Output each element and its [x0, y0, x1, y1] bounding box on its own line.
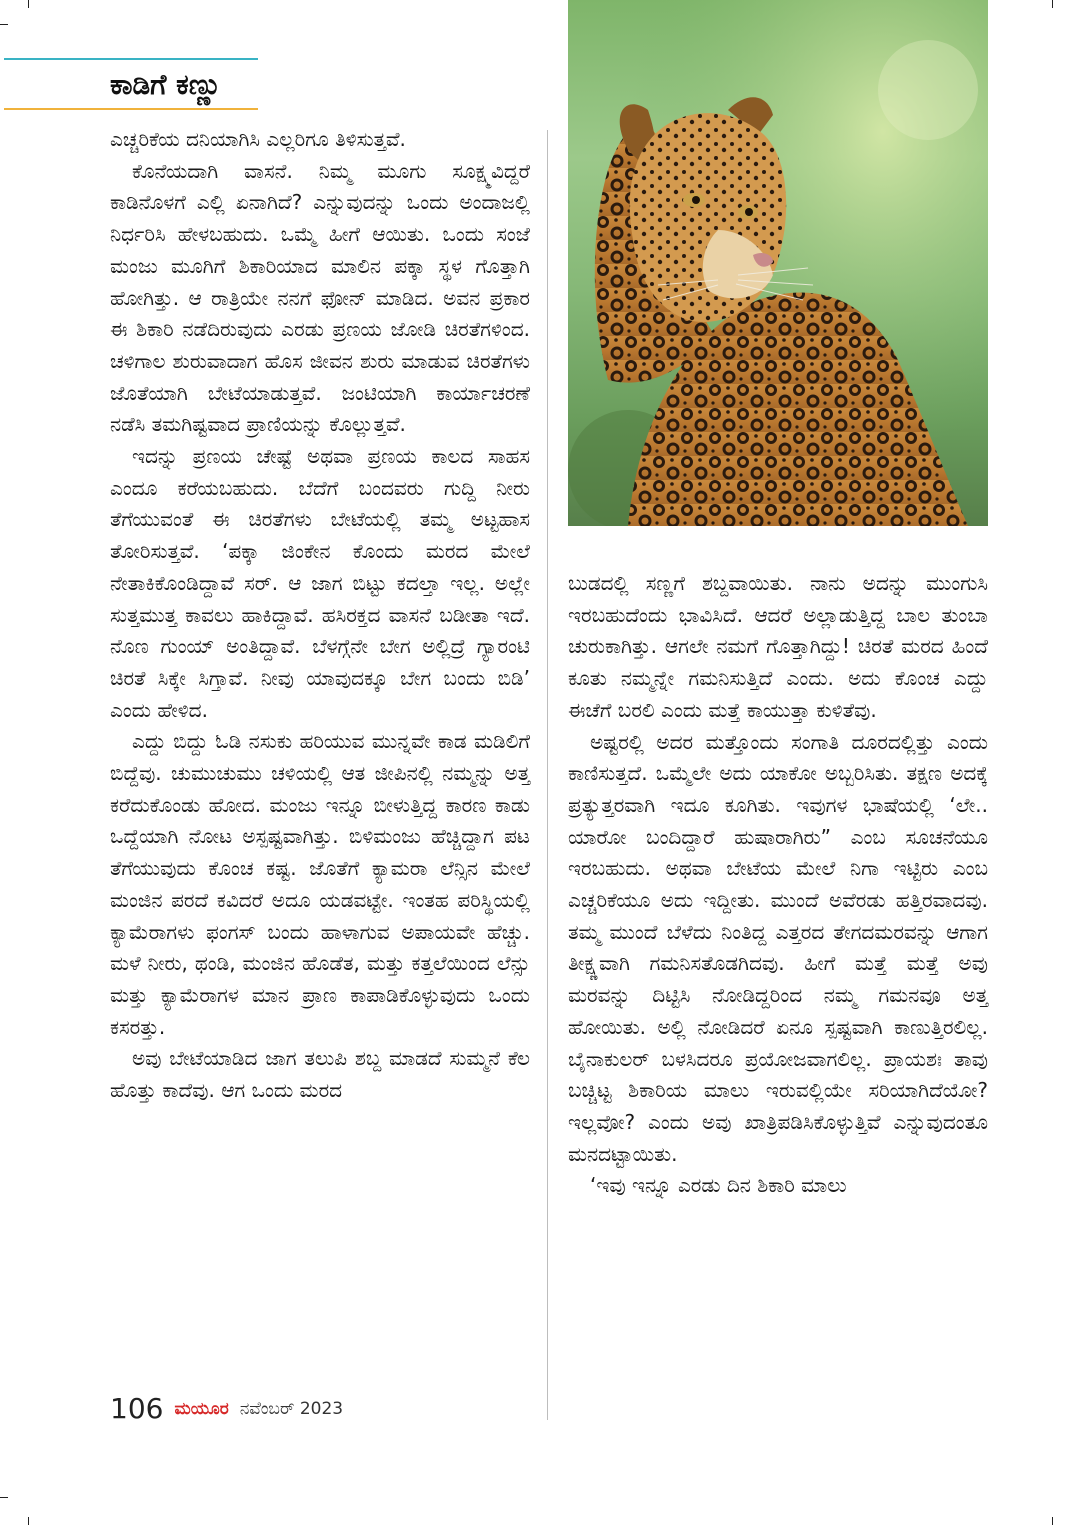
paragraph: ‘ಇವು ಇನ್ನೂ ಎರಡು ದಿನ ಶಿಕಾರಿ ಮಾಲು [590, 1173, 847, 1198]
crop-mark [0, 24, 8, 25]
crop-mark [28, 0, 29, 8]
paragraph: ಅಷ್ಟರಲ್ಲಿ ಅದರ ಮತ್ತೊಂದು ಸಂಗಾತಿ ದೂರದಲ್ಲಿತ್ತು ಎಂದು ಕಾಣಿಸುತ್ತದೆ. ಒಮ್ಮೆಲೇ ಅದು ಯಾಕೋ ಅಬ್ಬರಿಸಿತು. ತಕ್ಷಣ ಅದಕ್ಕೆ ಪ್ರತ್ಯುತ್ತರವಾಗಿ ಇದೂ ಕೂಗಿತು. ಇವುಗಳ ಭಾಷೆಯಲ್ಲಿ ‘ಲೇ.. ಯಾರೋ ಬಂದಿದ್ದಾರೆ ಹುಷಾರಾಗಿರು” ಎಂಬ ಸೂಚನೆಯೂ ಇರಬಹುದು. ಅಥವಾ ಬೇಟೆಯ ಮೇಲೆ ನಿಗಾ ಇಟ್ಟಿರು ಎಂಬ ಎಚ್ಚರಿಕೆಯೂ ಅದು ಇದ್ದೀತು. ಮುಂದೆ ಅವೆರಡು ಹತ್ತಿರವಾದವು. ತಮ್ಮ ಮುಂದೆ ಬೆಳೆದು ನಿಂತಿದ್ದ ಎತ್ತರದ ತೇಗದಮರವನ್ನು ಆಗಾಗ ತೀಕ್ಷ್ಣವಾಗಿ ಗಮನಿಸತೊಡಗಿದವು. ಹೀಗೆ ಮತ್ತೆ ಮತ್ತೆ ಅವು ಮರವನ್ನು ದಿಟ್ಟಿಸಿ ನೋಡಿದ್ದರಿಂದ ನಮ್ಮ ಗಮನವೂ ಅತ್ತ ಹೋಯಿತು. ಅಲ್ಲಿ ನೋಡಿದರೆ ಏನೂ ಸ್ಪಷ್ಟವಾಗಿ ಕಾಣುತ್ತಿರಲಿಲ್ಲ. ಬೈನಾಕುಲರ್ ಬಳಸಿದರೂ ಪ್ರಯೋಜವಾಗಲಿಲ್ಲ. ಪ್ರಾಯಶಃ ತಾವು ಬಚ್ಚಿಟ್ಟ ಶಿಕಾರಿಯ ಮಾಲು ಇರುವಲ್ಲಿಯೇ ಸರಿಯಾಗಿದೆಯೋ? ಇಲ್ಲವೋ? ಎಂದು ಅವು ಖಾತ್ರಿಪಡಿಸಿಕೊಳ್ಳುತ್ತಿವೆ ಎನ್ನುವುದಂತೂ ಮನದಟ್ಟಾಯಿತು. [568, 729, 988, 1166]
header-rule-bottom [4, 108, 258, 110]
paragraph: ಅವು ಬೇಟೆಯಾಡಿದ ಜಾಗ ತಲುಪಿ ಶಬ್ದ ಮಾಡದೆ ಸುಮ್ಮನೆ ಕೆಲ ಹೊತ್ತು ಕಾದೆವು. ಆಗ ಒಂದು ಮರದ [110, 1046, 530, 1103]
crop-mark [28, 1517, 29, 1525]
article-column-right [568, 568, 988, 1202]
crop-mark [1052, 0, 1053, 8]
issue-date: ನವೆಂಬರ್ 2023 [239, 1398, 344, 1419]
page-number: 106 [110, 1392, 164, 1425]
page-footer [110, 1392, 343, 1432]
leopard-illustration [568, 0, 988, 526]
magazine-name: ಮಯೂರ [174, 1398, 229, 1419]
header-rule-top [4, 58, 258, 60]
section-title: ಕಾಡಿಗೆ ಕಣ್ಣು [110, 68, 222, 101]
paragraph: ಬುಡದಲ್ಲಿ ಸಣ್ಣಗೆ ಶಬ್ದವಾಯಿತು. ನಾನು ಅದನ್ನು ಮುಂಗುಸಿ ಇರಬಹುದೆಂದು ಭಾವಿಸಿದೆ. ಆದರೆ ಅಲ್ಲಾಡುತ್ತಿದ್ದ ಬಾಲ ತುಂಬಾ ಚುರುಕಾಗಿತ್ತು. ಆಗಲೇ ನಮಗೆ ಗೊತ್ತಾಗಿದ್ದು! ಚಿರತೆ ಮರದ ಹಿಂದೆ ಕೂತು ನಮ್ಮನ್ನೇ ಗಮನಿಸುತ್ತಿದೆ ಎಂದು. ಅದು ಕೊಂಚ ಎದ್ದು ಈಚೆಗೆ ಬರಲಿ ಎಂದು ಮತ್ತೆ ಕಾಯುತ್ತಾ ಕುಳಿತೆವು. [568, 571, 988, 722]
leopard-photo [568, 0, 988, 526]
paragraph: ಎಚ್ಚರಿಕೆಯ ದನಿಯಾಗಿಸಿ ಎಲ್ಲರಿಗೂ ತಿಳಿಸುತ್ತವೆ. [110, 127, 406, 151]
crop-mark [1052, 1517, 1053, 1525]
paragraph: ಇದನ್ನು ಪ್ರಣಯ ಚೇಷ್ಟೆ ಅಥವಾ ಪ್ರಣಯ ಕಾಲದ ಸಾಹಸ ಎಂದೂ ಕರೆಯಬಹುದು. ಬೆದೆಗೆ ಬಂದವರು ಗುದ್ದಿ ನೀರು ತೆಗೆಯುವಂತೆ ಈ ಚಿರತೆಗಳು ಬೇಟೆಯಲ್ಲಿ ತಮ್ಮ ಅಟ್ಟಹಾಸ ತೋರಿಸುತ್ತವೆ. ‘ಪಕ್ಕಾ ಜಿಂಕೇನ ಕೊಂದು ಮರದ ಮೇಲೆ ನೇತಾಕಿಕೊಂಡಿದ್ದಾವೆ ಸರ್. ಆ ಜಾಗ ಬಿಟ್ಟು ಕದಲ್ತಾ ಇಲ್ಲ. ಅಲ್ಲೇ ಸುತ್ತಮುತ್ತ ಕಾವಲು ಹಾಕಿದ್ದಾವೆ. ಹಸಿರಕ್ತದ ವಾಸನೆ ಬಡೀತಾ ಇದೆ. ನೊಣ ಗುಂಯ್ ಅಂತಿದ್ದಾವೆ. ಬೆಳಗ್ಗೆನೇ ಬೇಗ ಅಲ್ಲಿದ್ರೆ ಗ್ಯಾರಂಟಿ ಚಿರತೆ ಸಿಕ್ಕೇ ಸಿಗ್ತಾವೆ. ನೀವು ಯಾವುದಕ್ಕೂ ಬೇಗ ಬಂದು ಬಿಡಿ’ ಎಂದು ಹೇಳಿದ. [110, 444, 530, 722]
crop-mark [0, 1497, 8, 1498]
column-divider [547, 130, 548, 1420]
paragraph: ಕೊನೆಯದಾಗಿ ವಾಸನೆ. ನಿಮ್ಮ ಮೂಗು ಸೂಕ್ಷ್ಮವಿದ್ದರೆ ಕಾಡಿನೊಳಗೆ ಎಲ್ಲಿ ಏನಾಗಿದೆ? ಎನ್ನುವುದನ್ನು ಒಂದು ಅಂದಾಜಲ್ಲಿ ನಿರ್ಧರಿಸಿ ಹೇಳಬಹುದು. ಒಮ್ಮೆ ಹೀಗೆ ಆಯಿತು. ಒಂದು ಸಂಜೆ ಮಂಜು ಮೂಗಿಗೆ ಶಿಕಾರಿಯಾದ ಮಾಲಿನ ಪಕ್ಕಾ ಸ್ಥಳ ಗೊತ್ತಾಗಿ ಹೋಗಿತ್ತು. ಆ ರಾತ್ರಿಯೇ ನನಗೆ ಫೋನ್ ಮಾಡಿದ. ಅವನ ಪ್ರಕಾರ ಈ ಶಿಕಾರಿ ನಡೆದಿರುವುದು ಎರಡು ಪ್ರಣಯ ಜೋಡಿ ಚಿರತೆಗಳಿಂದ. ಚಳಿಗಾಲ ಶುರುವಾದಾಗ ಹೊಸ ಜೀವನ ಶುರು ಮಾಡುವ ಚಿರತೆಗಳು ಜೊತೆಯಾಗಿ ಬೇಟೆಯಾಡುತ್ತವೆ. ಜಂಟಿಯಾಗಿ ಕಾರ್ಯಾಚರಣೆ ನಡೆಸಿ ತಮಗಿಷ್ಟವಾದ ಪ್ರಾಣಿಯನ್ನು ಕೊಲ್ಲುತ್ತವೆ. [110, 158, 530, 437]
section-header [4, 58, 258, 110]
article-column-left [110, 124, 530, 1107]
paragraph: ಎದ್ದು ಬಿದ್ದು ಓಡಿ ನಸುಕು ಹರಿಯುವ ಮುನ್ನವೇ ಕಾಡ ಮಡಿಲಿಗೆ ಬಿದ್ದೆವು. ಚುಮುಚುಮು ಚಳಿಯಲ್ಲಿ ಆತ ಜೀಪಿನಲ್ಲಿ ನಮ್ಮನ್ನು ಅತ್ತ ಕರೆದುಕೊಂಡು ಹೋದ. ಮಂಜು ಇನ್ನೂ ಬೀಳುತ್ತಿದ್ದ ಕಾರಣ ಕಾಡು ಒದ್ದೆಯಾಗಿ ನೋಟ ಅಸ್ಪಷ್ಟವಾಗಿತ್ತು. ಬಿಳಿಮಂಜು ಹೆಚ್ಚಿದ್ದಾಗ ಪಟ ತೆಗೆಯುವುದು ಕೊಂಚ ಕಷ್ಟ. ಜೊತೆಗೆ ಕ್ಯಾಮರಾ ಲೆನ್ಸಿನ ಮೇಲೆ ಮಂಜಿನ ಪರದೆ ಕವಿದರೆ ಅದೂ ಯಡವಟ್ಟೇ. ಇಂತಹ ಪರಿಸ್ಥಿಯಲ್ಲಿ ಕ್ಯಾಮೆರಾಗಳು ಫಂಗಸ್ ಬಂದು ಹಾಳಾಗುವ ಅಪಾಯವೇ ಹೆಚ್ಚು. ಮಳೆ ನೀರು, ಥಂಡಿ, ಮಂಜಿನ ಹೊಡೆತ, ಮತ್ತು ಕತ್ತಲೆಯಿಂದ ಲೆನ್ಸು ಮತ್ತು ಕ್ಯಾಮೆರಾಗಳ ಮಾನ ಪ್ರಾಣ ಕಾಪಾಡಿಕೊಳ್ಳುವುದು ಒಂದು ಕಸರತ್ತು. [110, 729, 530, 1039]
